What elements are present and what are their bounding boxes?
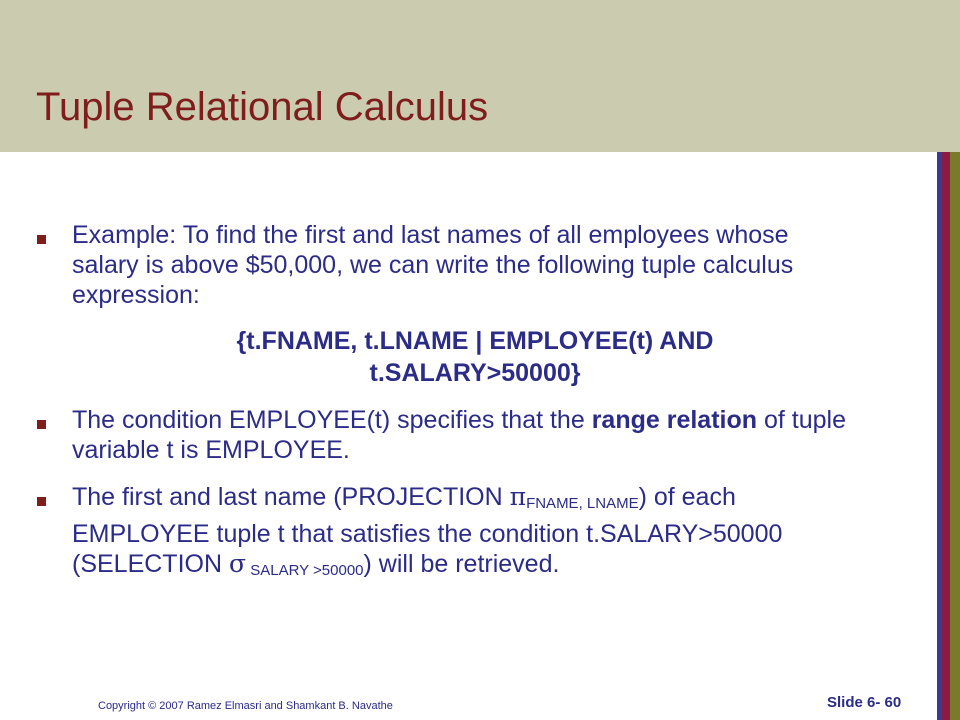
sigma-subscript: SALARY >50000 [246, 562, 364, 579]
bullet-range-relation [72, 405, 847, 465]
bullet-marker [37, 235, 46, 244]
bullet-range-bold: range relation [591, 406, 758, 434]
bullet-example [72, 220, 847, 310]
bullet-projection-part1: The first and last name (PROJECTION [72, 483, 510, 511]
slide-number: Slide 6- 60 [827, 694, 902, 711]
tuple-calculus-formula [160, 325, 790, 389]
decorative-stripe-olive [950, 152, 960, 720]
footer-copyright: Copyright © 2007 Ramez Elmasri and Shamkant B. Navathe [98, 700, 393, 712]
bullet-projection-selection [72, 482, 847, 586]
bullet-range-text-after: of tuple variable t is EMPLOYEE. [72, 406, 846, 464]
pi-symbol: π [509, 482, 527, 511]
bullet-marker [37, 497, 46, 506]
slide-title: Tuple Relational Calculus [36, 85, 489, 129]
bullet-example-text: Example: To find the first and last names of all employees whose salary is above $50,000, we can write the following tuple calculus expression: [72, 221, 794, 309]
formula-line-1: {t.FNAME, t.LNAME | EMPLOYEE(t) AND [236, 327, 714, 355]
pi-subscript: FNAME, LNAME [526, 495, 639, 512]
bullet-marker [37, 420, 46, 429]
bullet-projection-part2: ) of each EMPLOYEE tuple t that satisfies the condition t.SALARY>50000 (SELECTION [72, 483, 783, 578]
bullet-projection-part3: ) will be retrieved. [363, 550, 560, 578]
sigma-symbol: σ [228, 549, 247, 578]
formula-line-2: t.SALARY>50000} [369, 359, 581, 387]
bullet-range-text-before: The condition EMPLOYEE(t) specifies that the [72, 406, 592, 434]
decorative-stripe-maroon [942, 152, 950, 720]
